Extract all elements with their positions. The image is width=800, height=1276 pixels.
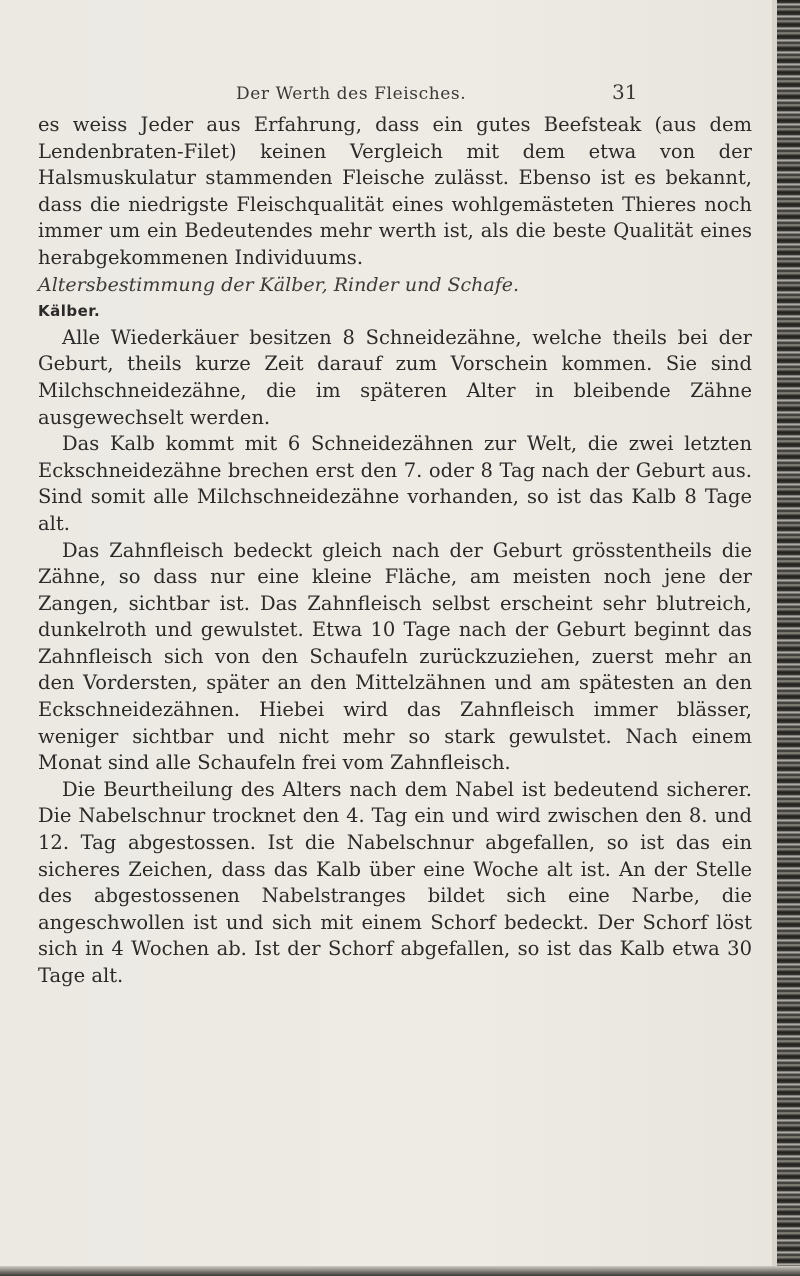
running-title: Der Werth des Fleisches.	[236, 84, 467, 104]
paragraph: Das Kalb kommt mit 6 Schneidezähnen zur Welt, die zwei letzten Eckschneidezähne brechen erst den 7. oder 8 Tag nach der Geburt aus. Sind somit alle Milchschneidezähne vorhanden, so ist das Kalb 8 Tage alt.	[38, 432, 752, 535]
book-spine-edge	[772, 0, 800, 1276]
paragraph: Das Zahnfleisch bedeckt gleich nach der Geburt grösstentheils die Zähne, so dass nur eine kleine Fläche, am meisten noch jene der Zangen, sichtbar ist. Das Zahnfleisch selbst erscheint sehr blutreich, dunkelroth und gewulstet. Etwa 10 Tage nach der Geburt beginnt das Zahnfleisch sich von den Schaufeln zurückzuziehen, zuerst mehr an den Vordersten, später an den Mittelzähnen und am spätesten an den Eckschneidezähnen. Hiebei wird das Zahnfleisch immer blässer, weniger sichtbar und nicht mehr so stark gewulstet. Nach einem Monat sind alle Schaufeln frei vom Zahnfleisch.	[38, 538, 752, 775]
page-header	[0, 80, 772, 110]
paragraph: Alle Wiederkäuer besitzen 8 Schneidezähne, welche theils bei der Geburt, theils kurze Zeit darauf zum Vorschein kommen. Sie sind Milchschneidezähne, die im späteren Alter in bleibende Zähne ausgewechselt werden.	[38, 325, 752, 429]
page-body	[38, 112, 752, 990]
paragraph: Die Beurtheilung des Alters nach dem Nabel ist bedeutend sicherer. Die Nabelschnur trocknet den 4. Tag ein und wird zwischen den 8. und 12. Tag abgestossen. Ist die Nabelschnur abgefallen, so ist das ein sicheres Zeichen, dass das Kalb über eine Woche alt ist. An der Stelle des abgestossenen Nabelstranges bildet sich eine Narbe, die angeschwollen ist und sich mit einem Schorf bedeckt. Der Schorf löst sich in 4 Wochen ab. Ist der Schorf abgefallen, so ist das Kalb etwa 30 Tage alt.	[38, 777, 752, 987]
page-number: 31	[612, 80, 638, 104]
sub-heading: Kälber.	[38, 302, 101, 321]
paragraph-continued: es weiss Jeder aus Erfahrung, dass ein gutes Beefsteak (aus dem Lendenbraten-Filet) keinen Vergleich mit dem etwa von der Halsmuskulatur stammenden Fleische zulässt. Ebenso ist es bekannt, dass die niedrigste Fleischqualität eines wohlgemästeten Thieres noch immer um ein Bedeutendes mehr werth ist, als die beste Qualität eines herabgekommenen Individuums.	[38, 113, 752, 269]
section-heading: Altersbestimmung der Kälber, Rinder und Schafe.	[38, 273, 520, 296]
page-bottom-edge	[0, 1266, 800, 1276]
